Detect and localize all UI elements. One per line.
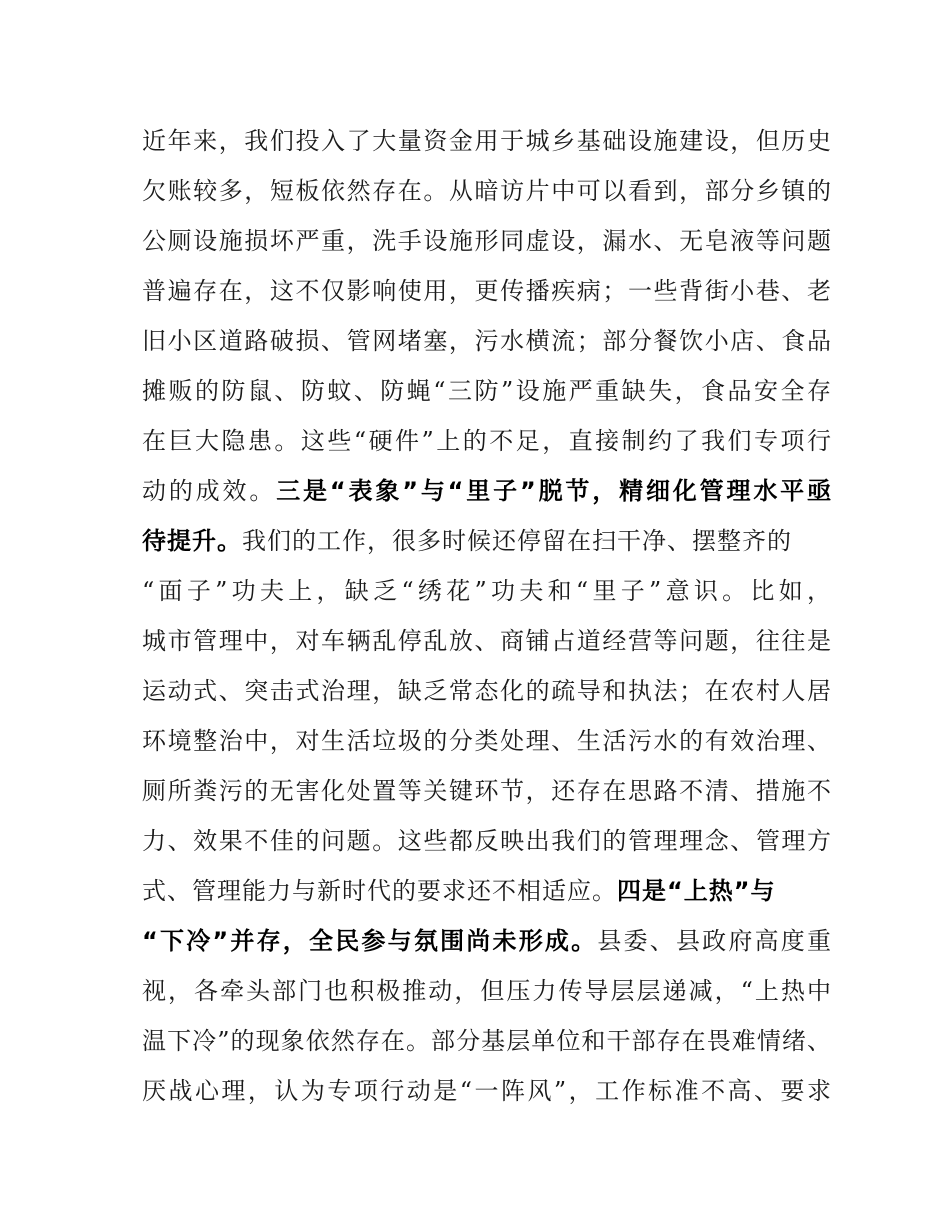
text-line: 待提升。我们的工作，很多时候还停留在扫干净、摆整齐的: [142, 527, 792, 555]
text-line: 温下冷”的现象依然存在。部分基层单位和干部存在畏难情绪、: [142, 1027, 832, 1055]
text-line: 摊贩的防鼠、防蚊、防蝇“三防”设施严重缺失，食品安全存: [142, 377, 832, 405]
bold-heading-run: 待提升。: [142, 527, 242, 555]
text-line: 近年来，我们投入了大量资金用于城乡基础设施建设，但历史: [142, 127, 832, 155]
text-line: 厕所粪污的无害化处置等关键环节，还存在思路不清、措施不: [142, 777, 832, 805]
text-line: 环境整治中，对生活垃圾的分类处理、生活污水的有效治理、: [142, 727, 832, 755]
bold-heading-run: 四是“上热”与: [617, 877, 776, 905]
text-line: 公厕设施损坏严重，洗手设施形同虚设，漏水、无皂液等问题: [142, 227, 832, 255]
text-line: 在巨大隐患。这些“硬件”上的不足，直接制约了我们专项行: [142, 427, 832, 455]
text-line: 视，各牵头部门也积极推动，但压力传导层层递减，“上热中: [142, 977, 832, 1005]
bold-heading-run: 三是“表象”与“里子”脱节，精细化管理水平亟: [276, 477, 833, 505]
text-line: 力、效果不佳的问题。这些都反映出我们的管理理念、管理方: [142, 827, 832, 855]
bold-heading-run: “下冷”并存，全民参与氛围尚未形成。: [142, 927, 598, 955]
text-line: 欠账较多，短板依然存在。从暗访片中可以看到，部分乡镇的: [142, 177, 832, 205]
text-line: 式、管理能力与新时代的要求还不相适应。四是“上热”与: [142, 877, 776, 905]
text-line: 厌战心理，认为专项行动是“一阵风”，工作标准不高、要求: [142, 1077, 832, 1105]
text-line: 城市管理中，对车辆乱停乱放、商铺占道经营等问题，往往是: [142, 627, 832, 655]
text-line: “面子”功夫上，缺乏“绣花”功夫和“里子”意识。比如，: [142, 577, 832, 605]
text-line: 动的成效。三是“表象”与“里子”脱节，精细化管理水平亟: [142, 477, 833, 505]
text-line: 普遍存在，这不仅影响使用，更传播疾病；一些背街小巷、老: [142, 277, 832, 305]
text-line: 旧小区道路破损、管网堵塞，污水横流；部分餐饮小店、食品: [142, 327, 832, 355]
text-line: 运动式、突击式治理，缺乏常态化的疏导和执法；在农村人居: [142, 677, 832, 705]
text-line: “下冷”并存，全民参与氛围尚未形成。县委、县政府高度重: [142, 927, 833, 955]
